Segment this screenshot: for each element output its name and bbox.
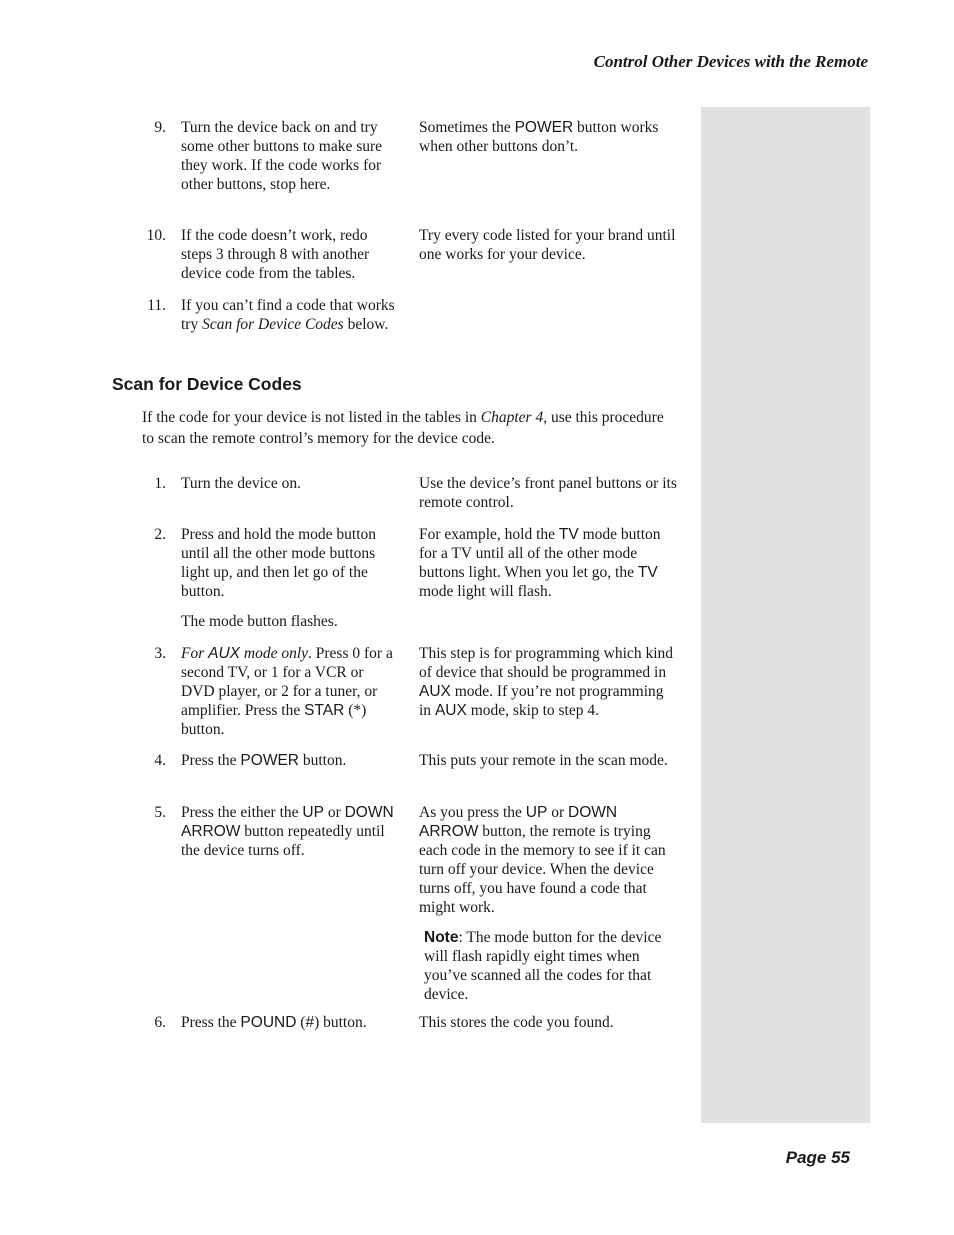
key-name: TV [558,526,579,543]
step-text: For AUX mode only. Press 0 for a second TV, or 1 for a VCR or DVD player, or 2 for a tuner, or amplifier. Press the STAR (*) button. [181,645,393,738]
note-callout: Note: The mode button for the device will flash rapidly eight times when you’ve scanned all the codes for that device. [424,929,662,1003]
step-text: Turn the device back on and try some other buttons to make sure they work. If the code works for other buttons, stop here. [181,119,383,193]
step-number: 6. [154,1014,166,1031]
key-name: AUX [434,702,467,719]
margin-sidebar [701,107,870,1123]
step-number: 10. [146,227,166,244]
key-name: DOWN ARROW [181,804,394,840]
step-note: This puts your remote in the scan mode. [419,752,668,769]
step-number: 9. [154,119,166,136]
running-header: Control Other Devices with the Remote [593,52,868,71]
step-number: 1. [154,475,166,492]
step-note: As you press the UP or DOWN ARROW button, the remote is trying each code in the memory to see if it can turn off your device. When the device turns off, you have found a code that might work. Note: The mode button for the device will flash rapidly eight times when you’ve scanned all the codes for that device. [419,803,679,1004]
step-text: Turn the device on. [181,475,301,492]
step-text: Press the POWER button. [181,752,347,769]
step-text: Press and hold the mode button until all the other mode buttons light up, and then let go of the button. The mode button flashes. [181,525,396,631]
section-intro: If the code for your device is not listed in the tables in Chapter 4, use this procedure to scan the remote control’s memory for the device code. [142,409,664,447]
step-number: 2. [154,526,166,543]
key-name: # [305,1014,315,1031]
step-number: 11. [147,297,166,314]
key-name: TV [637,564,658,581]
key-name: UP [525,804,548,821]
chapter-reference: Chapter 4 [480,409,544,426]
step-text: If you can’t find a code that works try Scan for Device Codes below. [181,297,395,333]
section-heading: Scan for Device Codes [112,374,302,394]
page-number: Page 55 [785,1148,850,1167]
step-number: 4. [154,752,166,769]
key-name: POUND [240,1014,297,1031]
key-name: UP [302,804,324,821]
step-note: This step is for programming which kind of device that should be programmed in AUX mode. If you’re not programming in AUX mode, skip to step 4. [419,645,673,719]
step-note: For example, hold the TV mode button for a TV until all of the other mode buttons light. When you let go, the TV mode light will flash. [419,526,661,600]
step-note: This stores the code you found. [419,1014,614,1031]
cross-reference: Scan for Device Codes [202,316,344,333]
step-result: The mode button flashes. [181,613,338,630]
step-text: If the code doesn’t work, redo steps 3 through 8 with another device code from the tables. [181,227,370,282]
key-name: POWER [240,752,299,769]
step-text: Press the POUND (#) button. [181,1014,367,1031]
key-name: POWER [514,119,574,136]
key-name: DOWN ARROW [419,804,618,840]
step-note: Use the device’s front panel buttons or its remote control. [419,475,677,511]
step-text: Press the either the UP or DOWN ARROW button repeatedly until the device turns off. [181,804,394,859]
step-note: Sometimes the POWER button works when other buttons don’t. [419,119,659,155]
key-name: AUX [419,683,451,700]
step-note: Try every code listed for your brand until one works for your device. [419,227,676,263]
key-name: AUX [208,645,240,662]
key-name: STAR [304,702,345,719]
step-number: 3. [154,645,166,662]
step-number: 5. [154,804,166,821]
